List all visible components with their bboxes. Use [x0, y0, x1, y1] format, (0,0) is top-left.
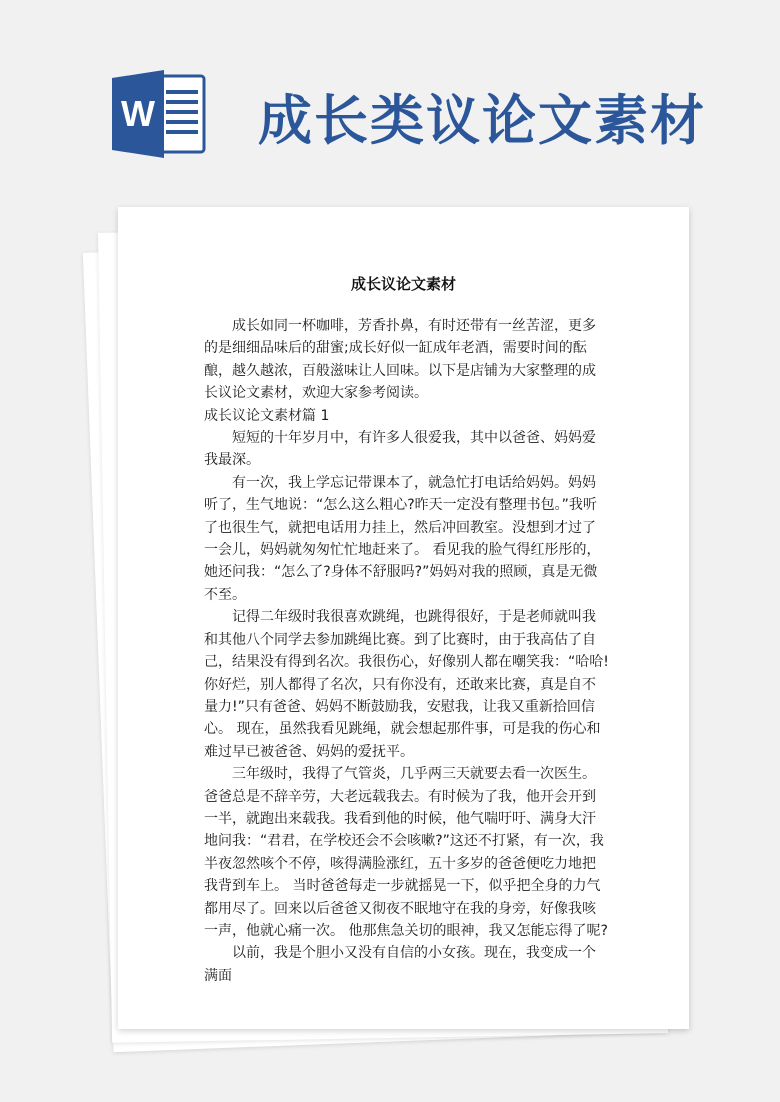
paragraph: 有一次，我上学忘记带课本了，就急忙打电话给妈妈。妈妈听了，生气地说：“怎么这么粗心?昨天一定没有整理书包。”我听了也很生气，就把电话用力挂上，然后冲回教室。没想到才过了一会儿，妈妈就匆匆忙忙地赶来了。 看见我的脸气得红彤彤的，她还问我：“怎么了?身体不舒服吗?”妈妈对我的照顾，真是无微不至。: [204, 474, 601, 603]
paragraph: 记得二年级时我很喜欢跳绳，也跳得很好，于是老师就叫我和其他八个同学去参加跳绳比赛。到了比赛时，由于我高估了自己，结果没有得到名次。我很伤心，好像别人都在嘲笑我：“哈哈!你好烂，别人都得了名次，只有你没有，还敢来比赛，真是自不量力!”只有爸爸、妈妈不断鼓励我，安慰我，让我又重新拾回信心。 现在，虽然我看见跳绳，就会想起那件事，可是我的伤心和难过早已被爸爸、妈妈的爱抚平。: [204, 609, 609, 760]
word-logo-letter: W: [121, 93, 155, 134]
section-heading: 成长议论文素材篇 1: [204, 407, 330, 424]
document-body: [204, 315, 609, 987]
paragraph: 以前，我是个胆小又没有自信的小女孩。现在，我变成一个满面: [204, 945, 596, 984]
paragraph: 三年级时，我得了气管炎，几乎两三天就要去看一次医生。爸爸总是不辞辛劳，大老远载我去。有时候为了我，他开会开到一半，就跑出来载我。我看到他的时候，他气喘吁吁、满身大汗地问我：“君君，在学校还会不会咳嗽?”这还不打紧，有一次，我半夜忽然咳个不停，咳得满脸涨红，五十多岁的爸爸便吃力地把我背到车上。 当时爸爸每走一步就摇晃一下，似乎把全身的力气都用尽了。回来以后爸爸又彻夜不眠地守在我的身旁，好像我咳一声，他就心痛一次。 他那焦急关切的眼神，我又怎能忘得了呢?: [204, 766, 608, 939]
paragraph: 成长如同一杯咖啡，芳香扑鼻，有时还带有一丝苦涩，更多的是细细品味后的甜蜜;成长好似一缸成年老酒，需要时间的酝酿，越久越浓，百般滋味让人回味。以下是店铺为大家整理的成长议论文素材，欢迎大家参考阅读。: [204, 318, 596, 402]
document-page: [118, 207, 689, 1029]
banner-title: 成长类议论文素材: [258, 89, 706, 152]
word-logo-icon: [110, 68, 208, 160]
paragraph: 短短的十年岁月中，有许多人很爱我，其中以爸爸、妈妈爱我最深。: [204, 430, 596, 469]
document-title: 成长议论文素材: [350, 275, 456, 293]
